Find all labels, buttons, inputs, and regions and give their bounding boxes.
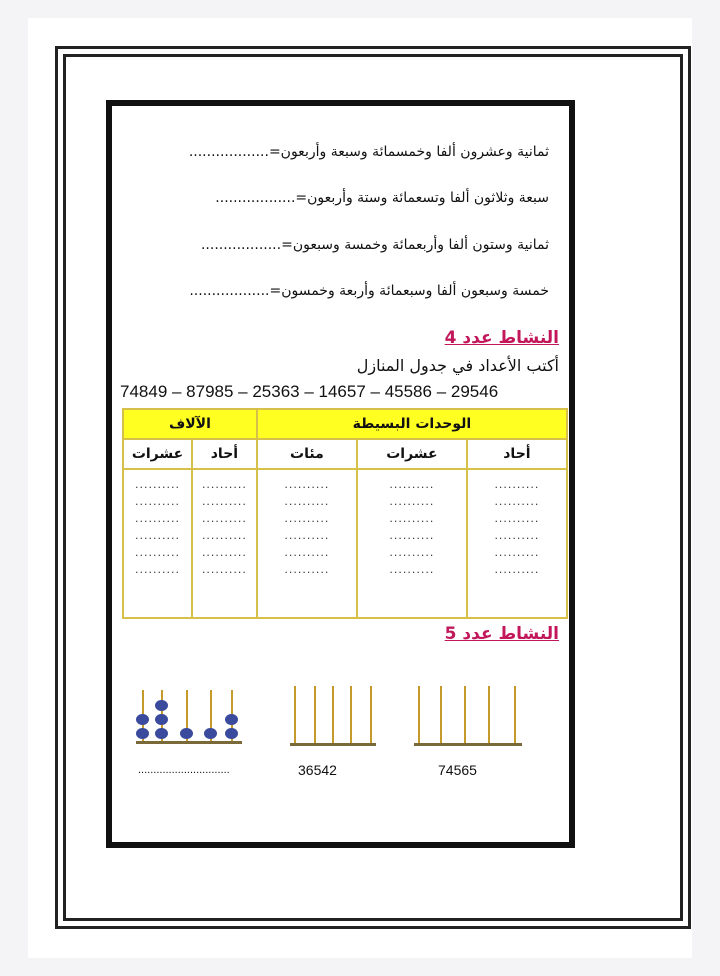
content-area <box>106 100 575 848</box>
cell-hundreds[interactable]: .......... .......... .......... .......... .......... .......... <box>257 469 357 618</box>
cell-thousands-tens[interactable]: .......... .......... .......... .......... .......... .......... <box>123 469 192 618</box>
col-units: أحاد <box>467 439 567 469</box>
exercise-line-2: سبعة وثلاثون ألفا وتسعمائة وستة وأربعون=.................. <box>215 190 549 206</box>
activity5-title: النشاط عدد 5 <box>444 624 559 644</box>
bead <box>136 714 149 725</box>
col-thousands-tens: عشرات <box>123 439 192 469</box>
abacus-empty-1 <box>288 686 378 746</box>
activity4-instruction: أكتب الأعداد في جدول المنازل <box>356 356 559 375</box>
bead <box>204 728 217 739</box>
header-simple-units: الوحدات البسيطة <box>257 409 567 439</box>
bead <box>155 728 168 739</box>
col-thousands-units: أحاد <box>192 439 257 469</box>
col-tens: عشرات <box>357 439 467 469</box>
activity4-numbers: 74849 – 87985 – 25363 – 14657 – 45586 – 29546 <box>120 382 499 401</box>
answer-74565: 74565 <box>438 762 477 778</box>
bead <box>136 728 149 739</box>
cell-thousands-units[interactable]: .......... .......... .......... .......... .......... .......... <box>192 469 257 618</box>
exercise-line-3: ثمانية وستون ألفا وأربعمائة وخمسة وسبعون=.................. <box>200 237 549 253</box>
abacus-empty-2 <box>412 686 524 746</box>
bead <box>155 714 168 725</box>
bead <box>180 728 193 739</box>
exercise-line-1: ثمانية وعشرون ألفا وخمسمائة وسبعة وأربعون=.................. <box>188 144 549 160</box>
bead <box>225 714 238 725</box>
place-value-table <box>122 408 568 619</box>
activity4-title: النشاط عدد 4 <box>444 328 559 348</box>
cell-units[interactable]: .......... .......... .......... .......... .......... .......... <box>467 469 567 618</box>
answer-36542: 36542 <box>298 762 337 778</box>
col-hundreds: مئات <box>257 439 357 469</box>
cell-tens[interactable]: .......... .......... .......... .......... .......... .......... <box>357 469 467 618</box>
header-thousands: الآلاف <box>123 409 257 439</box>
exercise-line-4: خمسة وسبعون ألفا وسبعمائة وأربعة وخمسون=.................. <box>189 283 549 299</box>
bead <box>225 728 238 739</box>
bead <box>155 700 168 711</box>
answer-blank[interactable]: .............................. <box>138 764 230 776</box>
abacus-with-beads <box>134 684 244 744</box>
